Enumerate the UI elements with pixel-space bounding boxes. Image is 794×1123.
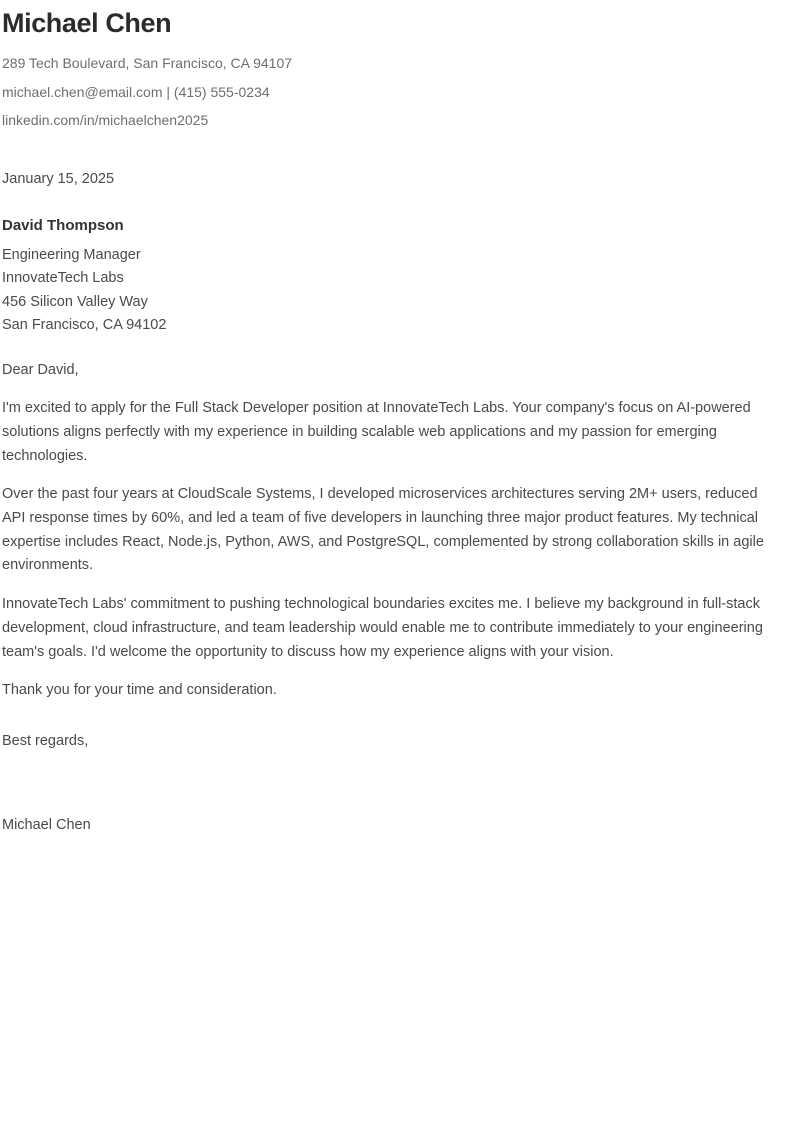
greeting: Dear David, xyxy=(2,361,79,378)
recipient-title: Engineering Manager xyxy=(2,246,141,263)
signature-name: Michael Chen xyxy=(2,817,91,834)
closing-line: Best regards, xyxy=(2,732,89,749)
recipient-company: InnovateTech Labs xyxy=(2,270,124,287)
sender-contact-block xyxy=(2,55,780,128)
thanks-line: Thank you for your time and consideration. xyxy=(2,682,277,699)
cover-letter-page xyxy=(2,8,780,1123)
sender-email-phone: michael.chen@email.com | (415) 555-0234 xyxy=(2,83,270,100)
body-paragraph-3: InnovateTech Labs' commitment to pushing technological boundaries excites me. I believe my background in full-stack development, cloud infrastructure, and team leadership would enable me to contribute immediately to your engineering team's goals. I'd welcome the opportunity to discuss how my experience aligns with your vision. xyxy=(2,596,763,660)
sender-name: Michael Chen xyxy=(2,8,172,38)
sender-linkedin: linkedin.com/in/michaelchen2025 xyxy=(2,112,209,129)
body-paragraph-1: I'm excited to apply for the Full Stack Developer position at InnovateTech Labs. Your company's focus on AI-powered solutions aligns perfectly with my experience in building scalable web applications and my passion for emerging technologies. xyxy=(2,400,751,464)
letter-date: January 15, 2025 xyxy=(2,171,115,188)
recipient-block xyxy=(2,217,780,338)
letter-header xyxy=(2,8,780,128)
recipient-address-line1: 456 Silicon Valley Way xyxy=(2,293,148,310)
sender-address: 289 Tech Boulevard, San Francisco, CA 94107 xyxy=(2,55,293,72)
recipient-name: David Thompson xyxy=(2,216,124,234)
recipient-address-line2: San Francisco, CA 94102 xyxy=(2,317,167,334)
body-paragraph-2: Over the past four years at CloudScale Systems, I developed microservices architectures serving 2M+ users, reduced API response times by 60%, and led a team of five developers in launching three major product features. My technical expertise includes React, Node.js, Python, AWS, and PostgreSQL, complemented by strong collaboration skills in agile environments. xyxy=(2,486,764,574)
